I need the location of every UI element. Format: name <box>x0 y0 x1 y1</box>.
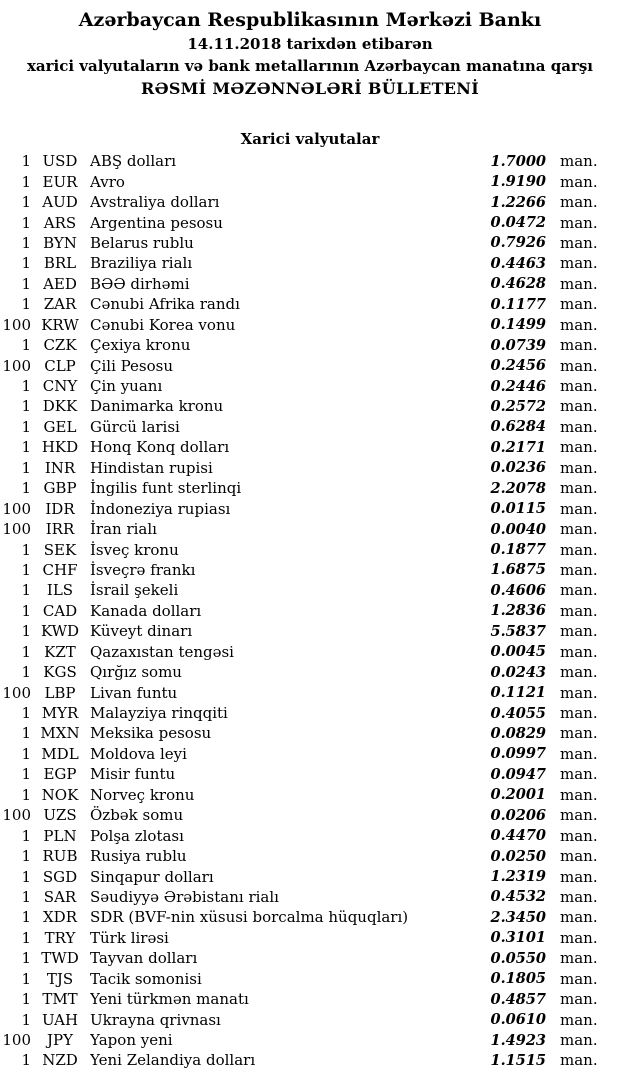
currency-name: Səudiyyə Ərəbistanı rialı <box>90 887 279 906</box>
bank-title: Azərbaycan Respublikasının Mərkəzi Bankı <box>78 9 542 31</box>
currency-unit: man. <box>560 417 598 436</box>
bulletin-header <box>0 0 620 99</box>
currency-rate: 0.4532 <box>490 888 546 906</box>
effective-date-line: 14.11.2018 tarixdən etibarən <box>187 35 433 53</box>
currency-code: MXN <box>40 724 80 743</box>
currency-quantity: 1 <box>21 785 31 804</box>
currency-rate: 0.2171 <box>490 438 546 456</box>
currency-code: JPY <box>46 1031 73 1050</box>
currency-name: İsrail şekeli <box>90 581 179 600</box>
currency-name: İsveç kronu <box>90 540 179 559</box>
currency-rate: 0.0115 <box>490 500 546 518</box>
rate-row <box>0 621 620 641</box>
currency-rate: 0.1121 <box>490 684 546 702</box>
currency-quantity: 1 <box>21 397 31 416</box>
rate-row <box>0 601 620 621</box>
currency-code: KGS <box>43 663 77 682</box>
currency-quantity: 1 <box>21 560 31 579</box>
currency-unit: man. <box>560 826 598 845</box>
currency-code: TJS <box>46 969 74 988</box>
rate-row <box>0 1050 620 1070</box>
currency-code: CNY <box>42 377 78 396</box>
rate-row <box>0 928 620 948</box>
currency-unit: man. <box>560 499 598 518</box>
rate-row <box>0 744 620 764</box>
currency-rate: 0.0739 <box>490 336 546 354</box>
currency-name: İngilis funt sterlinqi <box>90 479 242 498</box>
currency-name: Qırğız somu <box>90 663 182 682</box>
currency-unit: man. <box>560 663 598 682</box>
currency-name: Avstraliya dolları <box>90 193 220 212</box>
currency-name: Rusiya rublu <box>90 847 187 866</box>
currency-code: KRW <box>41 315 79 334</box>
currency-name: Argentina pesosu <box>90 213 223 232</box>
currency-name: Türk lirəsi <box>90 928 169 947</box>
currency-rate: 0.4470 <box>490 827 546 845</box>
currency-rate: 1.7000 <box>490 152 546 170</box>
currency-code: BRL <box>43 254 77 273</box>
currency-rate: 1.2266 <box>490 193 546 211</box>
currency-name: Norveç kronu <box>90 785 195 804</box>
currency-unit: man. <box>560 458 598 477</box>
currency-quantity: 1 <box>21 336 31 355</box>
rate-row <box>0 642 620 662</box>
currency-rate: 2.2078 <box>490 479 546 497</box>
currency-name: Avro <box>90 172 125 191</box>
currency-rate: 0.0997 <box>490 745 546 763</box>
rate-row <box>0 764 620 784</box>
currency-quantity: 1 <box>21 949 31 968</box>
bulletin-name: RƏSMİ MƏZƏNNƏLƏRİ BÜLLETENİ <box>140 79 480 98</box>
currency-rate: 5.5837 <box>490 622 546 640</box>
currency-code: ILS <box>46 581 74 600</box>
rate-row <box>0 253 620 273</box>
currency-rate: 0.4857 <box>490 990 546 1008</box>
currency-name: Qazaxıstan tengəsi <box>90 642 234 661</box>
currency-name: İran rialı <box>90 520 157 539</box>
currency-rate: 2.3450 <box>490 908 546 926</box>
currency-code: GEL <box>43 417 77 436</box>
currency-unit: man. <box>560 233 598 252</box>
currency-rate: 1.4923 <box>490 1031 546 1049</box>
currency-quantity: 100 <box>2 499 31 518</box>
currency-code: SAR <box>43 887 77 906</box>
currency-code: DKK <box>42 397 78 416</box>
currency-rate: 1.1515 <box>490 1051 546 1069</box>
currency-name: Malayziya rinqqiti <box>90 704 228 723</box>
currency-name: Sinqapur dolları <box>90 867 214 886</box>
currency-code: PLN <box>43 826 77 845</box>
currency-unit: man. <box>560 397 598 416</box>
currency-name: Çexiya kronu <box>90 336 191 355</box>
currency-name: Yapon yeni <box>90 1031 173 1050</box>
currency-rate: 0.4463 <box>490 254 546 272</box>
rate-row <box>0 192 620 212</box>
currency-name: Danimarka kronu <box>90 397 224 416</box>
currency-rate: 1.6875 <box>490 561 546 579</box>
rate-row <box>0 539 620 559</box>
currency-unit: man. <box>560 990 598 1009</box>
currency-unit: man. <box>560 642 598 661</box>
currency-name: Belarus rublu <box>90 233 194 252</box>
currency-code: EUR <box>42 172 78 191</box>
currency-rate: 1.9190 <box>490 173 546 191</box>
currency-name: Livan funtu <box>90 683 178 702</box>
currency-quantity: 1 <box>21 826 31 845</box>
currency-quantity: 1 <box>21 663 31 682</box>
rate-row <box>0 825 620 845</box>
currency-rate: 0.2456 <box>490 357 546 375</box>
rate-row <box>0 519 620 539</box>
currency-quantity: 1 <box>21 254 31 273</box>
currency-name: Kanada dolları <box>90 601 202 620</box>
currency-unit: man. <box>560 1051 598 1070</box>
currency-rate: 0.7926 <box>490 234 546 252</box>
currency-quantity: 1 <box>21 704 31 723</box>
currency-unit: man. <box>560 949 598 968</box>
currency-quantity: 100 <box>2 356 31 375</box>
currency-name: Honq Konq dolları <box>90 438 230 457</box>
currency-rate: 0.2001 <box>490 786 546 804</box>
rate-row <box>0 396 620 416</box>
rate-row <box>0 437 620 457</box>
currency-unit: man. <box>560 601 598 620</box>
currency-name: Ukrayna qrivnası <box>90 1010 221 1029</box>
currency-code: CZK <box>43 336 77 355</box>
currency-unit: man. <box>560 274 598 293</box>
rate-row <box>0 233 620 253</box>
currency-code: UZS <box>43 806 77 825</box>
currency-name: İsveçrə frankı <box>90 560 196 579</box>
currency-rate: 0.4628 <box>490 275 546 293</box>
currency-rate: 0.0947 <box>490 765 546 783</box>
currency-unit: man. <box>560 479 598 498</box>
currency-code: GBP <box>43 479 77 498</box>
currency-quantity: 1 <box>21 908 31 927</box>
currency-code: AED <box>43 274 77 293</box>
currency-rate: 0.0040 <box>490 520 546 538</box>
currency-code: INR <box>44 458 76 477</box>
currency-name: BƏƏ dirhəmi <box>90 274 190 293</box>
currency-code: CHF <box>42 560 78 579</box>
currency-rate: 0.0236 <box>490 459 546 477</box>
currency-quantity: 1 <box>21 377 31 396</box>
currency-rate: 0.1877 <box>490 541 546 559</box>
currency-quantity: 1 <box>21 274 31 293</box>
currency-unit: man. <box>560 806 598 825</box>
currency-unit: man. <box>560 581 598 600</box>
currency-code: IDR <box>45 499 75 518</box>
currency-unit: man. <box>560 152 598 171</box>
currency-code: AUD <box>42 193 78 212</box>
currency-rate: 0.1805 <box>490 970 546 988</box>
section-title-foreign-currencies: Xarici valyutalar <box>240 130 380 148</box>
rate-row <box>0 315 620 335</box>
currency-rate: 0.1177 <box>490 295 546 313</box>
currency-quantity: 1 <box>21 928 31 947</box>
currency-code: LBP <box>44 683 76 702</box>
currency-unit: man. <box>560 969 598 988</box>
rate-row <box>0 376 620 396</box>
currency-unit: man. <box>560 908 598 927</box>
rate-row <box>0 417 620 437</box>
currency-unit: man. <box>560 377 598 396</box>
currency-rate: 0.0550 <box>490 949 546 967</box>
rate-row <box>0 969 620 989</box>
currency-code: ZAR <box>43 295 77 314</box>
currency-quantity: 1 <box>21 193 31 212</box>
currency-quantity: 1 <box>21 1010 31 1029</box>
currency-rate: 0.6284 <box>490 418 546 436</box>
currency-unit: man. <box>560 785 598 804</box>
rate-row <box>0 294 620 314</box>
currency-code: SGD <box>42 867 78 886</box>
currency-quantity: 1 <box>21 479 31 498</box>
rate-row <box>0 498 620 518</box>
rate-row <box>0 948 620 968</box>
currency-rate: 0.0243 <box>490 663 546 681</box>
rate-row <box>0 1009 620 1029</box>
currency-unit: man. <box>560 560 598 579</box>
currency-quantity: 100 <box>2 1031 31 1050</box>
currency-unit: man. <box>560 622 598 641</box>
currency-rate: 0.1499 <box>490 316 546 334</box>
currency-unit: man. <box>560 438 598 457</box>
currency-quantity: 1 <box>21 601 31 620</box>
currency-name: Tacik somonisi <box>90 969 202 988</box>
currency-code: EGP <box>43 765 77 784</box>
currency-unit: man. <box>560 254 598 273</box>
currency-quantity: 1 <box>21 438 31 457</box>
currency-quantity: 1 <box>21 295 31 314</box>
currency-name: Özbək somu <box>90 806 184 825</box>
currency-quantity: 1 <box>21 172 31 191</box>
rate-row <box>0 355 620 375</box>
currency-name: Yeni Zelandiya dolları <box>90 1051 256 1070</box>
currency-unit: man. <box>560 540 598 559</box>
rate-row <box>0 805 620 825</box>
currency-unit: man. <box>560 1031 598 1050</box>
currency-unit: man. <box>560 1010 598 1029</box>
currency-name: Tayvan dolları <box>90 949 198 968</box>
currency-quantity: 1 <box>21 867 31 886</box>
currency-unit: man. <box>560 704 598 723</box>
rate-row <box>0 335 620 355</box>
currency-quantity: 100 <box>2 806 31 825</box>
currency-name: Çin yuanı <box>90 377 163 396</box>
currency-quantity: 1 <box>21 152 31 171</box>
currency-quantity: 1 <box>21 417 31 436</box>
currency-name: Gürcü larisi <box>90 417 180 436</box>
currency-rate: 0.0206 <box>490 806 546 824</box>
currency-code: RUB <box>42 847 78 866</box>
currency-rate: 0.0250 <box>490 847 546 865</box>
bulletin-subtitle: xarici valyutaların və bank metallarının Azərbaycan manatına qarşı <box>26 57 594 75</box>
currency-unit: man. <box>560 315 598 334</box>
currency-unit: man. <box>560 683 598 702</box>
currency-code: XDR <box>43 908 77 927</box>
currency-name: Braziliya rialı <box>90 254 193 273</box>
rate-row <box>0 171 620 191</box>
currency-rate: 0.0829 <box>490 724 546 742</box>
rate-row <box>0 723 620 743</box>
rate-row <box>0 662 620 682</box>
currency-code: CLP <box>44 356 76 375</box>
currency-quantity: 1 <box>21 622 31 641</box>
currency-quantity: 1 <box>21 458 31 477</box>
currency-unit: man. <box>560 847 598 866</box>
currency-name: Çili Pesosu <box>90 356 174 375</box>
currency-code: BYN <box>43 233 77 252</box>
currency-quantity: 1 <box>21 724 31 743</box>
rate-row <box>0 1030 620 1050</box>
currency-quantity: 1 <box>21 765 31 784</box>
currency-code: IRR <box>45 520 75 539</box>
currency-name: Misir funtu <box>90 765 176 784</box>
currency-quantity: 100 <box>2 315 31 334</box>
currency-unit: man. <box>560 744 598 763</box>
currency-quantity: 100 <box>2 520 31 539</box>
currency-unit: man. <box>560 724 598 743</box>
currency-code: USD <box>42 152 78 171</box>
currency-code: UAH <box>41 1010 79 1029</box>
currency-quantity: 1 <box>21 213 31 232</box>
rate-row <box>0 907 620 927</box>
currency-name: Yeni türkmən manatı <box>90 990 249 1009</box>
currency-code: SEK <box>43 540 77 559</box>
currency-quantity: 1 <box>21 581 31 600</box>
currency-unit: man. <box>560 295 598 314</box>
rate-row <box>0 989 620 1009</box>
currency-quantity: 100 <box>2 683 31 702</box>
rate-row <box>0 785 620 805</box>
rates-table <box>0 151 620 1071</box>
currency-rate: 0.2572 <box>490 397 546 415</box>
rate-row <box>0 478 620 498</box>
currency-quantity: 1 <box>21 990 31 1009</box>
currency-rate: 0.3101 <box>490 929 546 947</box>
currency-code: MYR <box>41 704 79 723</box>
currency-name: Cənubi Korea vonu <box>90 315 236 334</box>
currency-code: TRY <box>44 928 76 947</box>
currency-unit: man. <box>560 765 598 784</box>
currency-name: Cənubi Afrika randı <box>90 295 240 314</box>
currency-quantity: 1 <box>21 642 31 661</box>
currency-name: Moldova leyi <box>90 744 187 763</box>
currency-rate: 0.0610 <box>490 1011 546 1029</box>
currency-rate: 0.4055 <box>490 704 546 722</box>
currency-name: Polşa zlotası <box>90 826 184 845</box>
rate-row <box>0 458 620 478</box>
currency-code: NZD <box>42 1051 78 1070</box>
currency-code: TMT <box>42 990 78 1009</box>
currency-unit: man. <box>560 336 598 355</box>
currency-code: TWD <box>41 949 79 968</box>
currency-name: ABŞ dolları <box>90 152 177 171</box>
rate-row <box>0 560 620 580</box>
currency-quantity: 1 <box>21 969 31 988</box>
currency-quantity: 1 <box>21 233 31 252</box>
currency-unit: man. <box>560 887 598 906</box>
rate-row <box>0 887 620 907</box>
rate-row <box>0 580 620 600</box>
currency-code: HKD <box>41 438 79 457</box>
currency-code: ARS <box>43 213 77 232</box>
currency-code: KWD <box>40 622 80 641</box>
currency-name: SDR (BVF-nin xüsusi borcalma hüquqları) <box>90 908 409 927</box>
currency-unit: man. <box>560 193 598 212</box>
currency-code: KZT <box>44 642 76 661</box>
currency-rate: 0.2446 <box>490 377 546 395</box>
rate-row <box>0 866 620 886</box>
currency-quantity: 1 <box>21 887 31 906</box>
currency-name: Meksika pesosu <box>90 724 212 743</box>
currency-code: NOK <box>41 785 79 804</box>
currency-rate: 0.0045 <box>490 643 546 661</box>
currency-name: Hindistan rupisi <box>90 458 213 477</box>
currency-rate: 0.0472 <box>490 214 546 232</box>
rate-row <box>0 151 620 171</box>
rate-row <box>0 212 620 232</box>
rate-row <box>0 703 620 723</box>
rate-row <box>0 274 620 294</box>
currency-unit: man. <box>560 213 598 232</box>
currency-code: CAD <box>42 601 78 620</box>
currency-rate: 1.2319 <box>490 868 546 886</box>
currency-quantity: 1 <box>21 540 31 559</box>
currency-quantity: 1 <box>21 1051 31 1070</box>
currency-quantity: 1 <box>21 744 31 763</box>
currency-code: MDL <box>41 744 79 763</box>
rate-row <box>0 682 620 702</box>
currency-quantity: 1 <box>21 847 31 866</box>
currency-unit: man. <box>560 172 598 191</box>
currency-name: İndoneziya rupiası <box>90 499 231 518</box>
currency-unit: man. <box>560 928 598 947</box>
currency-unit: man. <box>560 520 598 539</box>
rate-row <box>0 846 620 866</box>
currency-unit: man. <box>560 867 598 886</box>
currency-name: Küveyt dinarı <box>90 622 193 641</box>
currency-rate: 0.4606 <box>490 581 546 599</box>
currency-unit: man. <box>560 356 598 375</box>
currency-rate: 1.2836 <box>490 602 546 620</box>
